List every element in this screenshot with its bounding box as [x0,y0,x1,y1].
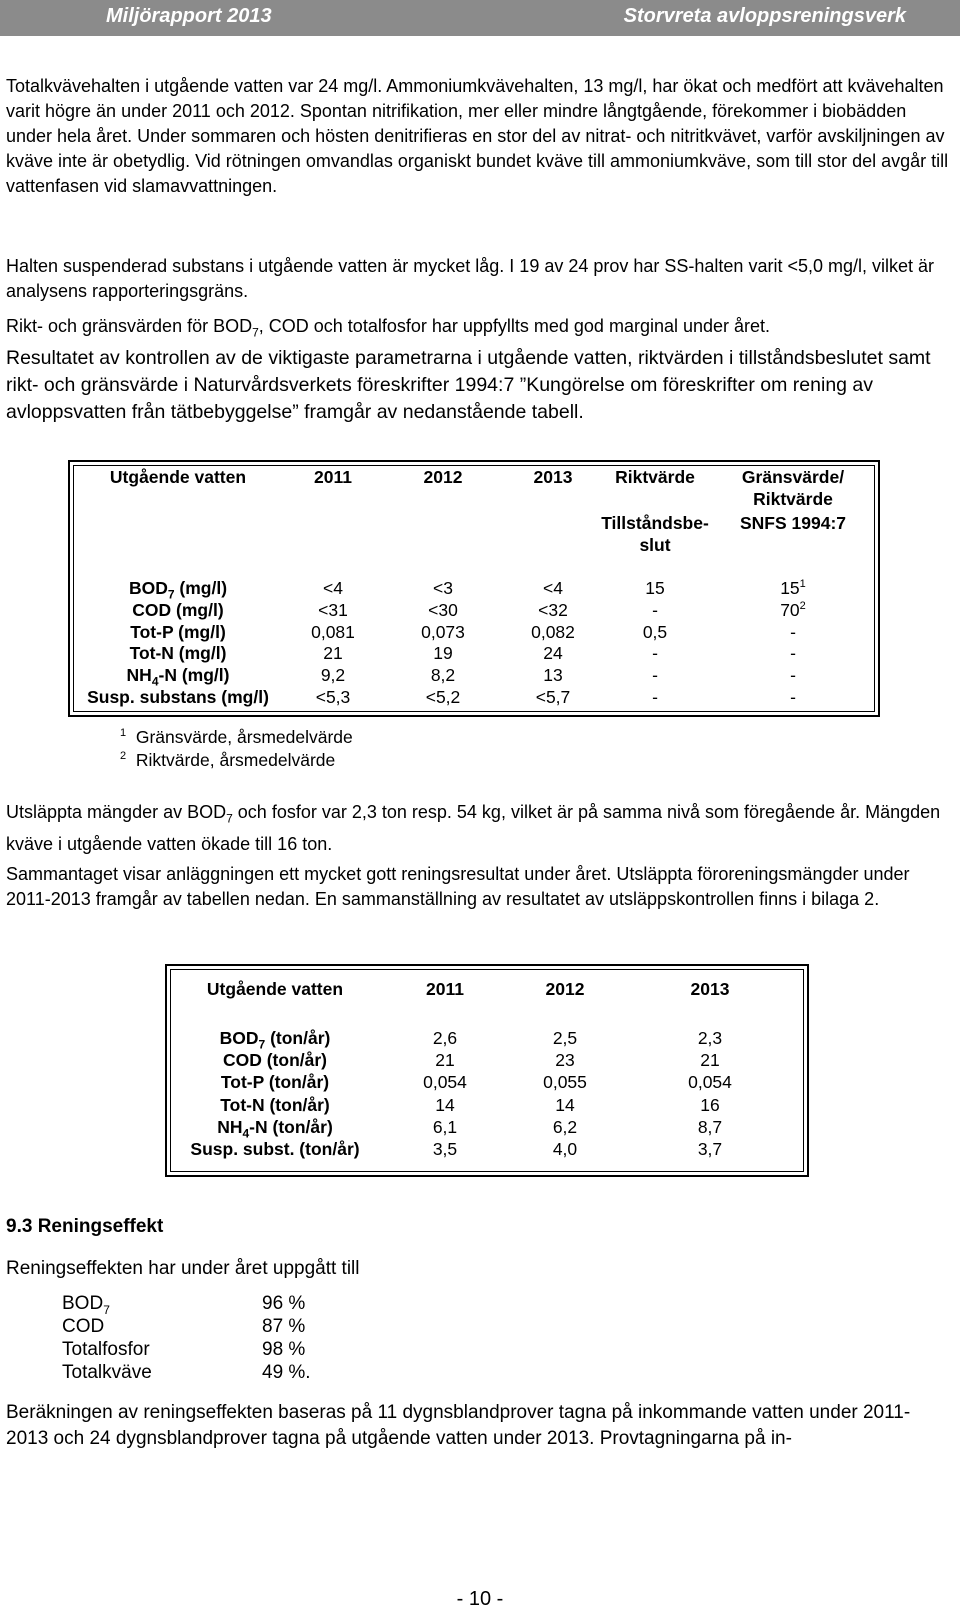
t2-row-label: Susp. subst. (ton/år) [190,1139,360,1159]
paragraph-suspended: Halten suspenderad substans i utgående vatten är mycket låg. I 19 av 24 prov har SS-halten varit <5,0 mg/l, vilket är analysens rapporteringsgräns. [6,256,935,301]
t1-cell-gransvarde: - [790,643,796,664]
t1-cell-2013: 0,082 [531,621,575,642]
t1-header-2011: 2011 [314,467,352,487]
t1-cell-riktvarde: - [652,599,658,620]
t1-cell-2011: <5,3 [315,687,351,707]
efficiency-label: COD [62,1316,105,1337]
efficiency-value: 96 % [262,1293,306,1314]
t1-cell-2012: 0,073 [421,621,465,642]
t1-cell-2012: <3 [433,578,453,598]
t2-row-label: Tot-N (ton/år) [220,1094,330,1115]
t2-cell-2012: 14 [555,1094,575,1115]
t2-row-label: COD (ton/år) [222,1050,328,1071]
t2-cell-2013: 16 [700,1094,720,1115]
t1-row-label: $BOD_7$ (mg/l) [128,578,228,602]
t2-cell-2013: 8,7 [697,1116,723,1137]
t2-cell-2013: 3,7 [697,1139,723,1159]
efficiency-label: Totalkväve [62,1362,152,1383]
t1-cell-2012: 19 [433,643,453,664]
page-header [0,0,960,36]
t2-cell-2012: 0,055 [543,1072,587,1093]
t1-cell-2012: <30 [428,599,458,620]
t2-cell-2012: 4,0 [552,1139,578,1159]
t1-header-utgaende: Utgående vatten [109,467,247,487]
t1-cell-2011: 21 [323,643,343,664]
efficiency-value: 87 % [262,1316,306,1337]
t2-row-label: $BOD_7$ (ton/år) [219,1028,331,1052]
t1-cell-gransvarde: - [790,621,796,642]
report-title: Miljörapport 2013 [106,5,272,27]
t2-cell-2011: 14 [435,1094,455,1115]
t1-cell-riktvarde: - [652,687,658,707]
efficiency-label: $BOD_7$ [62,1293,110,1317]
t1-cell-riktvarde: - [652,665,658,686]
t2-header-3: 2013 [690,979,730,999]
t1-cell-2011: 9,2 [320,665,346,686]
t2-cell-2011: 0,054 [423,1072,467,1093]
paragraph-nitrogen: Totalkvävehalten i utgående vatten var 24 mg/l. Ammoniumkvävehalten, 13 mg/l, har ökat och medfört att kvävehalten varit högre än under 2011 och 2012. Spontan nitrifikation, mer eller mindre långtgående, förekommer i biobädden under hela året. Under sommaren och hösten denitrifieras en stor del av nitrat- och nitritkvävet, varför avskiljningen av kväve inte är obetydlig. Vid rötningen omvandlas organiskt bundet kväve till ammoniumkväve, som till stor del avgår till vattenfasen vid slamavvattningen. [6,76,949,196]
t2-cell-2013: 2,3 [697,1028,723,1048]
t1-cell-gransvarde: $70^2$ [780,599,806,620]
t1-header-2013: 2013 [533,467,573,487]
t2-cell-2013: 0,054 [688,1072,732,1093]
t2-cell-2011: 2,6 [432,1028,458,1048]
paragraph-efficiency-intro: Reningseffekten har under året uppgått till [6,1258,360,1279]
paragraph-calculation: Beräkningen av reningseffekten baseras på 11 dygnsblandprover tagna på inkommande vatten under 2011-2013 och 24 dygnsblandprover tagna på utgående vatten under 2013. Provtagningarna på in- [6,1402,911,1449]
t1-header-riktvarde: Riktvärde [615,467,695,487]
t2-cell-2011: 6,1 [432,1116,458,1137]
t2-cell-2012: 2,5 [552,1028,578,1048]
t1-cell-gransvarde: $15^1$ [780,578,806,598]
t2-cell-2012: 6,2 [552,1116,578,1137]
t1-cell-gransvarde: - [790,665,796,686]
t2-cell-2011: 21 [435,1050,455,1071]
t1-header-tillstandsbe: Tillståndsbe- [601,513,709,533]
paragraph-emissions: Utsläppta mängder av $BOD_7$ och fosfor var 2,3 ton resp. 54 kg, vilket är på samma nivå som föregående år. Mängden kväve i utgående vatten ökade till 16 ton. [6,802,941,854]
paragraph-summary: Sammantaget visar anläggningen ett mycket gott reningsresultat under året. Utsläppta föroreningsmängder under 2011-2013 framgår av tabellen nedan. En sammanställning av resultatet av utsläppskontrollen finns i bilaga 2. [6,864,910,909]
efficiency-label: Totalfosfor [62,1339,150,1360]
t1-cell-2011: <31 [318,599,348,620]
t1-row-label: COD (mg/l) [132,599,224,620]
t2-row-label: $NH_4-N$ (ton/år) [217,1116,333,1141]
t1-header-slut: slut [639,535,671,555]
t2-header-2: 2012 [545,979,585,999]
page-number: - 10 - [456,1588,504,1610]
t1-row-label: Susp. substans (mg/l) [87,687,269,707]
t2-header-0: Utgående vatten [206,979,344,999]
t1-row-label: $NH_4-N$ (mg/l) [126,665,230,689]
t1-cell-2013: 13 [543,665,563,686]
t1-header-snfs: SNFS 1994:7 [739,513,847,533]
t1-cell-2013: <32 [538,599,568,620]
facility-name: Storvreta avloppsreningsverk [623,5,906,27]
footnote-1: $^1$ Gränsvärde, årsmedelvärde [120,727,353,747]
t1-cell-2011: 0,081 [311,621,355,642]
t2-row-label: Tot-P (ton/år) [220,1072,330,1093]
t1-cell-gransvarde: - [790,687,796,707]
t1-cell-2013: 24 [543,643,563,664]
paragraph-limits: Rikt- och gränsvärden för $BOD_7$, COD och totalfosfor har uppfyllts med god marginal under året. [6,316,771,340]
footnote-2: $^2$ Riktvärde, årsmedelvärde [120,750,336,770]
efficiency-value: 49 %. [262,1362,311,1383]
t1-cell-2012: 8,2 [430,665,456,686]
t1-row-label: Tot-P (mg/l) [130,621,226,642]
section-title: 9.3 Reningseffekt [6,1216,164,1237]
t1-header-riktvarde-2: Riktvärde [753,489,833,509]
t2-header-1: 2011 [426,979,464,999]
t1-cell-riktvarde: 0,5 [642,621,668,642]
t1-cell-2013: <4 [543,578,563,598]
t2-cell-2013: 21 [700,1050,720,1071]
paragraph-results: Resultatet av kontrollen av de viktigaste parametrarna i utgående vatten, riktvärden i tillståndsbeslutet samt rikt- och gränsvärde i Naturvårdsverkets föreskrifter 1994:7 ”Kungörelse om föreskrifter om rening av avloppsvatten från tätbebyggelse” framgår av nedanstående tabell. [6,347,931,423]
t1-cell-riktvarde: - [652,643,658,664]
t1-cell-2011: <4 [323,578,343,598]
t1-cell-2013: <5,7 [535,687,571,707]
t1-row-label: Tot-N (mg/l) [129,643,227,664]
t1-cell-riktvarde: 15 [645,578,665,598]
t1-header-gransvarde: Gränsvärde/ [741,467,845,487]
t1-header-2012: 2012 [423,467,463,487]
t1-cell-2012: <5,2 [425,687,461,707]
t2-cell-2011: 3,5 [432,1139,458,1159]
t2-cell-2012: 23 [555,1050,575,1071]
efficiency-value: 98 % [262,1339,306,1360]
